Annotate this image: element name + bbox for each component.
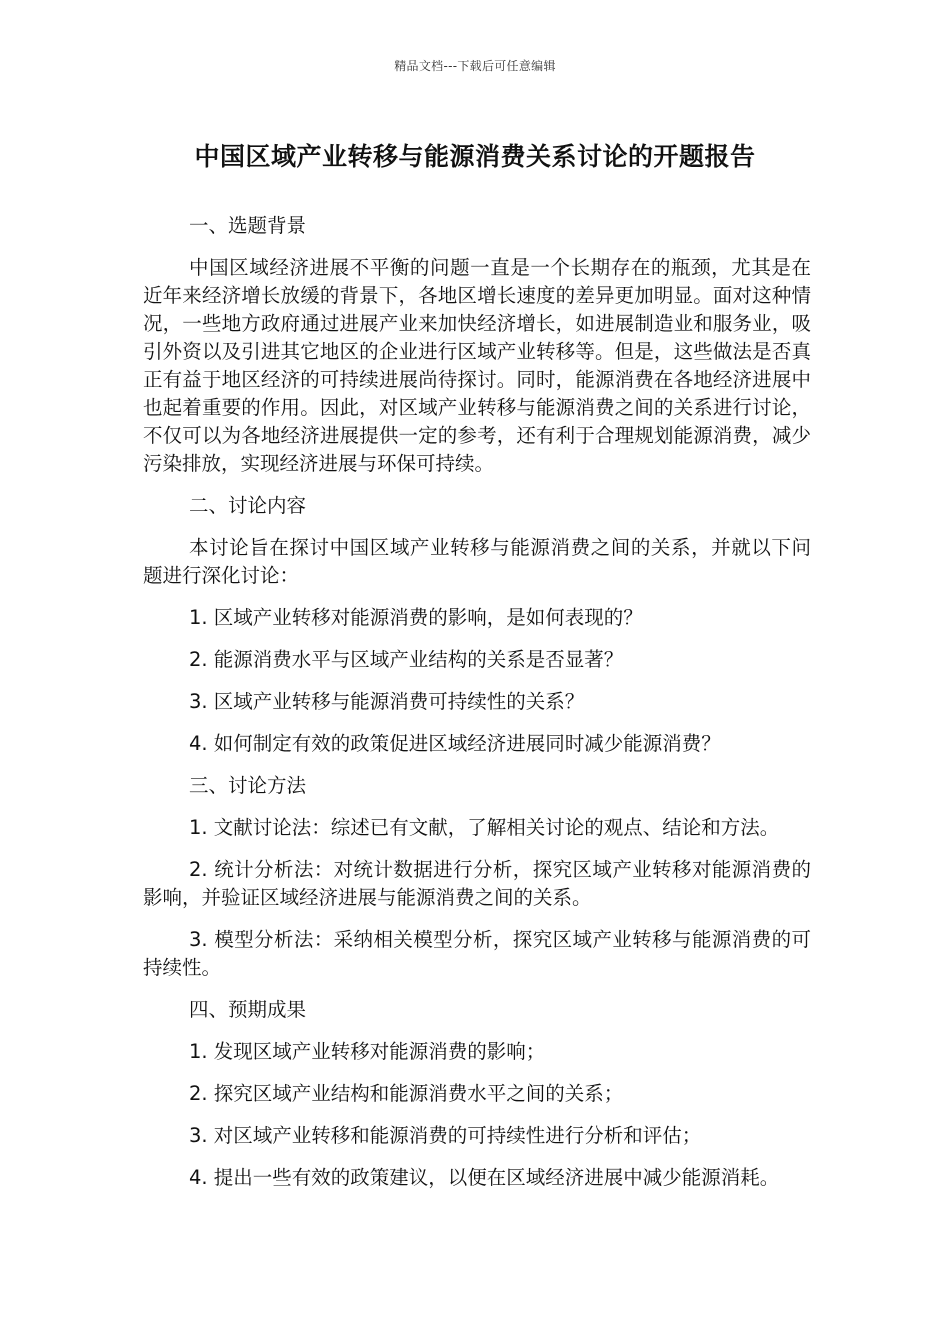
list-item: 1. 区域产业转移对能源消费的影响，是如何表现的？ xyxy=(189,606,643,629)
section-heading: 四、预期成果 xyxy=(189,998,307,1021)
list-item: 1. 文献讨论法：综述已有文献，了解相关讨论的观点、结论和方法。 xyxy=(189,816,780,839)
section-heading: 一、选题背景 xyxy=(189,214,307,237)
list-item: 2. 能源消费水平与区域产业结构的关系是否显著？ xyxy=(189,648,624,671)
header-note: 精品文档---下载后可任意编辑 xyxy=(394,59,556,73)
body-paragraph: 本讨论旨在探讨中国区域产业转移与能源消费之间的关系，并就以下问题进行深化讨论： xyxy=(143,536,811,587)
section-heading: 三、讨论方法 xyxy=(189,774,307,797)
document-body xyxy=(143,212,811,1206)
list-item: 3. 对区域产业转移和能源消费的可持续性进行分析和评估； xyxy=(189,1124,702,1147)
list-item: 4. 如何制定有效的政策促进区域经济进展同时减少能源消费？ xyxy=(189,732,721,755)
list-item: 3. 区域产业转移与能源消费可持续性的关系？ xyxy=(189,690,585,713)
body-paragraph: 中国区域经济进展不平衡的问题一直是一个长期存在的瓶颈，尤其是在近年来经济增长放缓的背景下，各地区增长速度的差异更加明显。面对这种情况，一些地方政府通过进展产业来加快经济增长，如进展制造业和服务业，吸引外资以及引进其它地区的企业进行区域产业转移等。但是，这些做法是否真正有益于地区经济的可持续进展尚待探讨。同时，能源消费在各地经济进展中也起着重要的作用。因此，对区域产业转移与能源消费之间的关系进行讨论，不仅可以为各地经济进展提供一定的参考，还有利于合理规划能源消费，减少污染排放，实现经济进展与环保可持续。 xyxy=(143,256,811,475)
list-item: 1. 发现区域产业转移对能源消费的影响； xyxy=(189,1040,546,1063)
list-item: 2. 探究区域产业结构和能源消费水平之间的关系； xyxy=(189,1082,624,1105)
document-title: 中国区域产业转移与能源消费关系讨论的开题报告 xyxy=(194,142,756,171)
list-item: 3. 模型分析法：采纳相关模型分析，探究区域产业转移与能源消费的可持续性。 xyxy=(143,928,811,979)
section-heading: 二、讨论内容 xyxy=(189,494,307,517)
list-item: 4. 提出一些有效的政策建议，以便在区域经济进展中减少能源消耗。 xyxy=(189,1166,780,1189)
list-item: 2. 统计分析法：对统计数据进行分析，探究区域产业转移对能源消费的影响，并验证区域经济进展与能源消费之间的关系。 xyxy=(143,858,811,909)
